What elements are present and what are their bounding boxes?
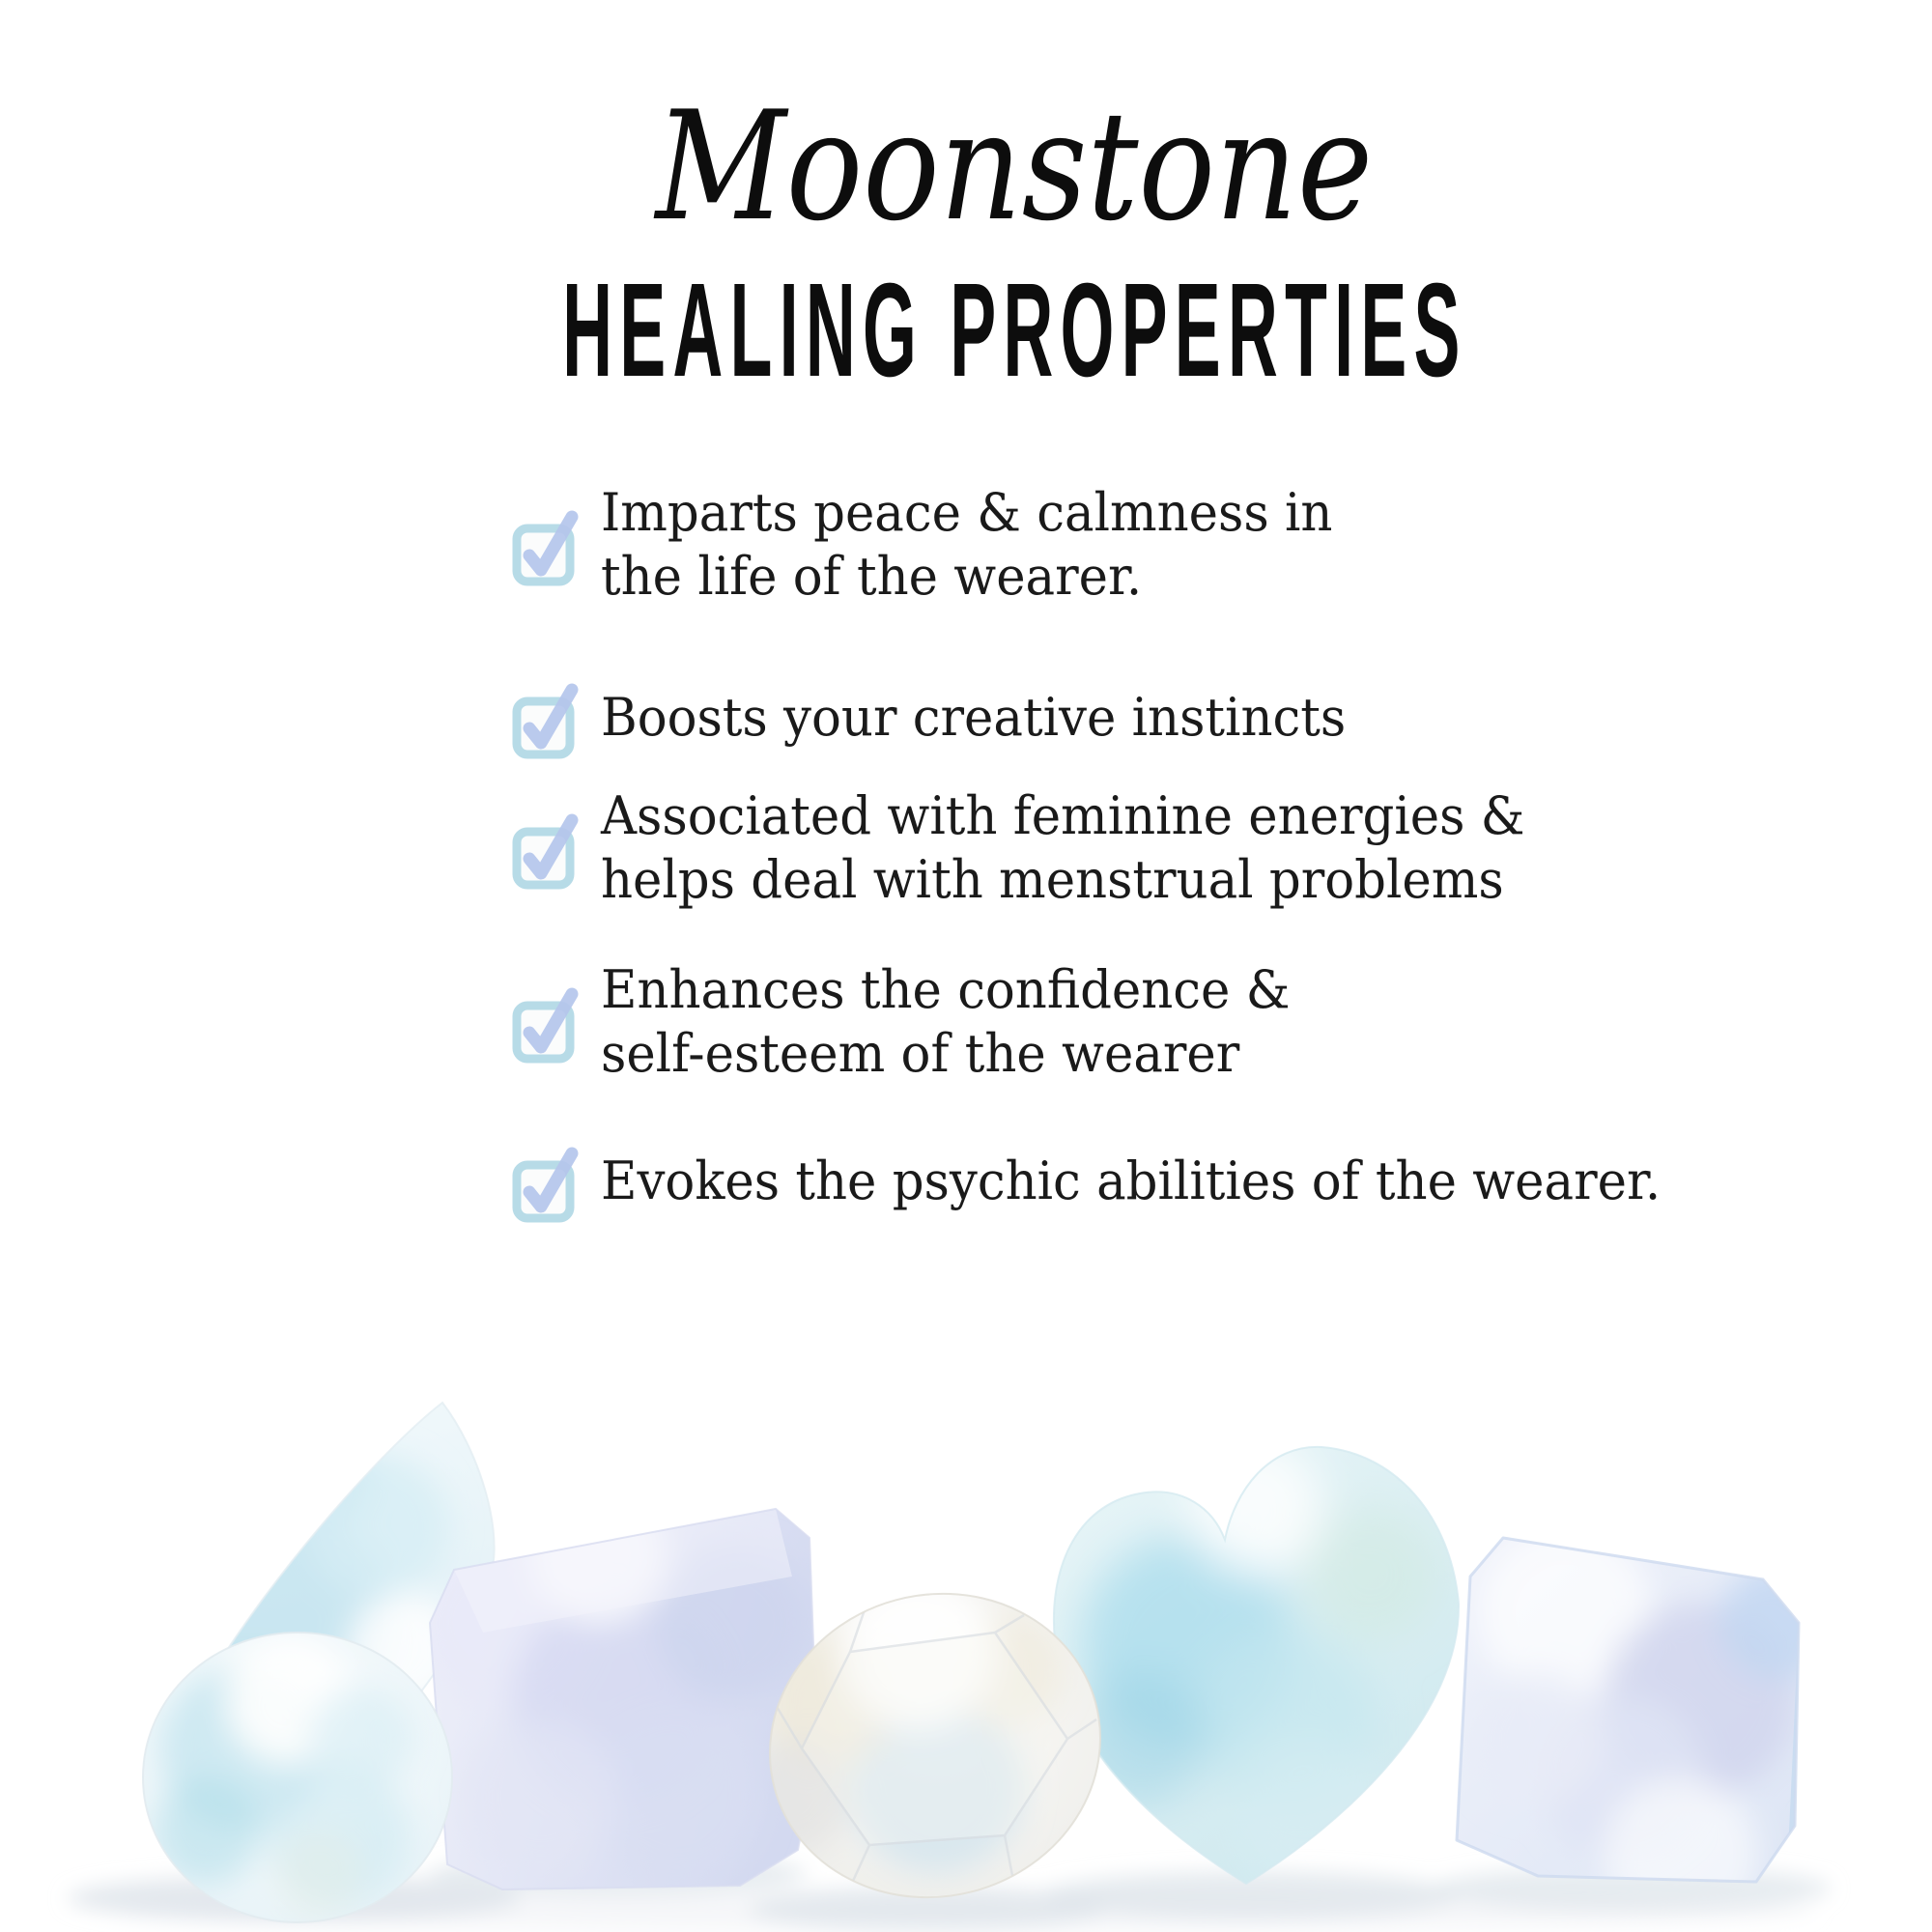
list-item-text: Boosts your creative instincts [601, 687, 1347, 748]
heart-shaped-moonstone [1043, 1430, 1468, 1893]
list-item-text: Imparts peace & calmness in the life of the wearer. [601, 482, 1333, 607]
list-item-text: Enhances the confidence & self-esteem of the wearer [601, 959, 1291, 1084]
list-item-text: Associated with feminine energies & helps deal with menstrual problems [601, 785, 1525, 910]
checked-checkbox-icon [508, 503, 583, 586]
cushion-cut-moonstone [1449, 1521, 1845, 1932]
moonstone-gems-image [0, 1333, 1932, 1932]
list-item [508, 481, 1371, 609]
list-item [508, 958, 1326, 1086]
checked-checkbox-icon [508, 807, 583, 890]
list-item [508, 784, 1574, 912]
checked-checkbox-icon [508, 676, 583, 759]
checked-checkbox-icon [508, 980, 583, 1064]
list-item-text: Evokes the psychic abilities of the wearer. [601, 1151, 1662, 1211]
list-item [508, 676, 1385, 759]
list-item [508, 1140, 1717, 1223]
page-subtitle: HEALING PROPERTIES [561, 256, 1467, 405]
page-title: Moonstone [655, 79, 1374, 255]
checked-checkbox-icon [508, 1140, 583, 1223]
